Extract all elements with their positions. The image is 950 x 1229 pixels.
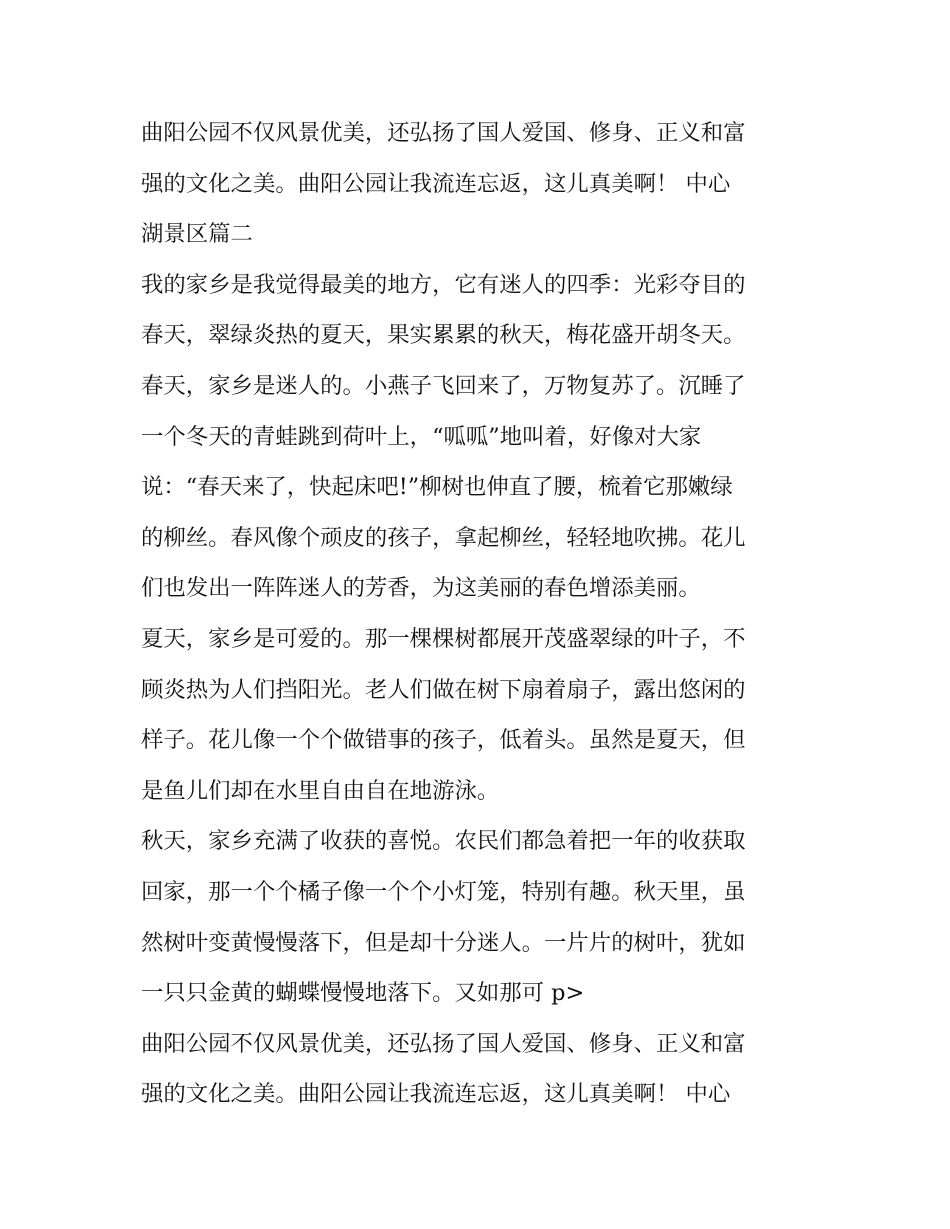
- text-line: 顾炎热为人们挡阳光。老人们做在树下扇着扇子，露出悠闲的: [141, 676, 746, 703]
- text-line: 回家，那一个个橘子像一个个小灯笼，特别有趣。秋天里，虽: [141, 878, 746, 905]
- text-line: 强的文化之美。曲阳公园让我流连忘返，这儿真美啊！ 中心: [141, 170, 731, 197]
- text-line: 强的文化之美。曲阳公园让我流连忘返，这儿真美啊！ 中心: [141, 1081, 731, 1108]
- text-line: 说：“春天来了，快起床吧!”柳树也伸直了腰，梳着它那嫩绿: [141, 474, 733, 501]
- text-line: 春天，家乡是迷人的。小燕子飞回来了，万物复苏了。沉睡了: [141, 372, 746, 399]
- text-line: 我的家乡是我觉得最美的地方，它有迷人的四季：光彩夺目的: [141, 271, 746, 298]
- text-line: 一个冬天的青蛙跳到荷叶上，“呱呱”地叫着，好像对大家: [141, 423, 702, 450]
- essay-text: [141, 108, 821, 1120]
- text-line: 们也发出一阵阵迷人的芳香，为这美丽的春色增添美丽。: [141, 575, 701, 602]
- text-line: 一只只金黄的蝴蝶慢慢地落下。又如那可 p>: [141, 980, 585, 1007]
- text-line: 是鱼儿们却在水里自由自在地游泳。: [141, 777, 500, 804]
- text-line: 的柳丝。春风像个顽皮的孩子，拿起柳丝，轻轻地吹拂。花儿: [141, 524, 746, 551]
- text-line: 秋天，家乡充满了收获的喜悦。农民们都急着把一年的收获取: [141, 828, 746, 855]
- text-line: 曲阳公园不仅风景优美，还弘扬了国人爱国、修身、正义和富: [141, 1030, 746, 1057]
- text-line: 春天，翠绿炎热的夏天，果实累累的秋天，梅花盛开胡冬天。: [141, 322, 746, 349]
- text-line: 湖景区篇二: [141, 221, 253, 248]
- text-line: 然树叶变黄慢慢落下，但是却十分迷人。一片片的树叶，犹如: [141, 929, 746, 956]
- text-line: 曲阳公园不仅风景优美，还弘扬了国人爱国、修身、正义和富: [141, 120, 746, 146]
- text-line: 夏天，家乡是可爱的。那一棵棵树都展开茂盛翠绿的叶子，不: [141, 625, 746, 652]
- text-line: 样子。花儿像一个个做错事的孩子，低着头。虽然是夏天，但: [141, 727, 746, 754]
